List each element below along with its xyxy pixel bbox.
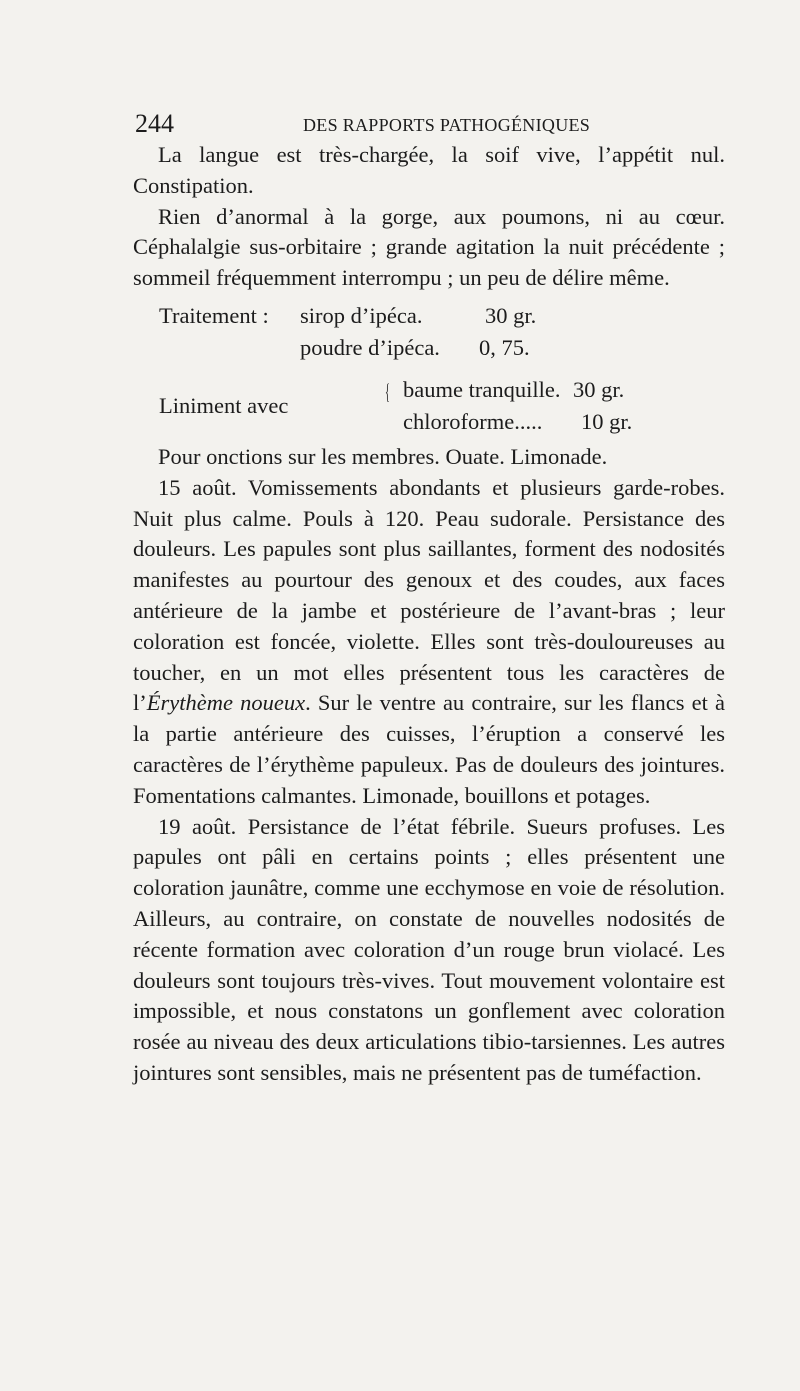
paragraph-august-19: 19 août. Persistance de l’état fébrile. Sueurs profuses. Les papules ont pâli en certains points ; elles présentent une coloration jaunâtre, comme une ecchymose en voie de résolution. Ailleurs, au contraire, on constate de nouvelles nodosités de récente formation avec coloration d’un rouge brun violacé. Les douleurs sont toujours très-vives. Tout mouvement volontaire est impossible, et nous constatons un gonflement avec coloration rosée au niveau des deux articulations tibio-tarsiennes. Les autres jointures sont sensibles, mais ne présentent pas de tuméfaction. [133,813,725,1085]
august-15-text-end: . Sur le ventre au contraire, sur les flancs et à la partie antérieure des cuisses, l’éruption a conservé les caractères de l’érythème papuleux. Pas de douleurs des jointures. Fomentations calmantes. Limonade, bouillons et potages. [133,690,725,808]
liniment-label: Liniment avec [159,392,289,418]
liniment-item-chloroform: chloroforme..... [403,408,543,434]
liniment-qty-baume: 30 gr. [573,376,625,402]
treatment-item-syrup: sirop d’ipéca. [300,302,423,328]
treatment-qty-syrup: 30 gr. [485,302,537,328]
treatment-item-powder: poudre d’ipéca. [300,334,440,360]
erytheme-noueux-term: Érythème noueux [146,690,306,716]
treatment-block [133,301,725,442]
treatment-qty-powder: 0, 75. [479,334,530,360]
paragraph-onctions: Pour onctions sur les membres. Ouate. Limonade. [158,443,608,469]
treatment-label: Traitement : [159,302,269,328]
page-number: 244 [135,109,174,138]
page-header [135,109,725,139]
august-15-text: 15 août. Vomissements abondants et plusieurs garde-robes. Nuit plus calme. Pouls à 120. Peau sudorale. Persistance des douleurs. Les papules sont plus saillantes, forment des nodosités manifestes au pourtour des genoux et des coudes, aux faces antérieure de la jambe et postérieure de l’avant-bras ; leur coloration est foncée, violette. Elles sont très-douloureuses au toucher, en un mot elles présentent tous les caractères de l’ [133,474,725,716]
liniment-qty-chloroform: 10 gr. [581,408,633,434]
paragraph-tongue: La langue est très-chargée, la soif vive, l’appétit nul. Constipation. [133,142,725,198]
running-head: DES RAPPORTS PATHOGÉNIQUES [303,115,591,135]
paragraph-throat: Rien d’anormal à la gorge, aux poumons, ni au cœur. Céphalalgie sus-orbitaire ; grande agitation la nuit précédente ; sommeil fréquemment interrompu ; un peu de délire même. [133,203,725,291]
liniment-item-baume: baume tranquille. [403,376,561,402]
body-text [133,140,725,1089]
curly-brace-icon: { [385,378,390,404]
paragraph-august-15 [133,473,725,812]
